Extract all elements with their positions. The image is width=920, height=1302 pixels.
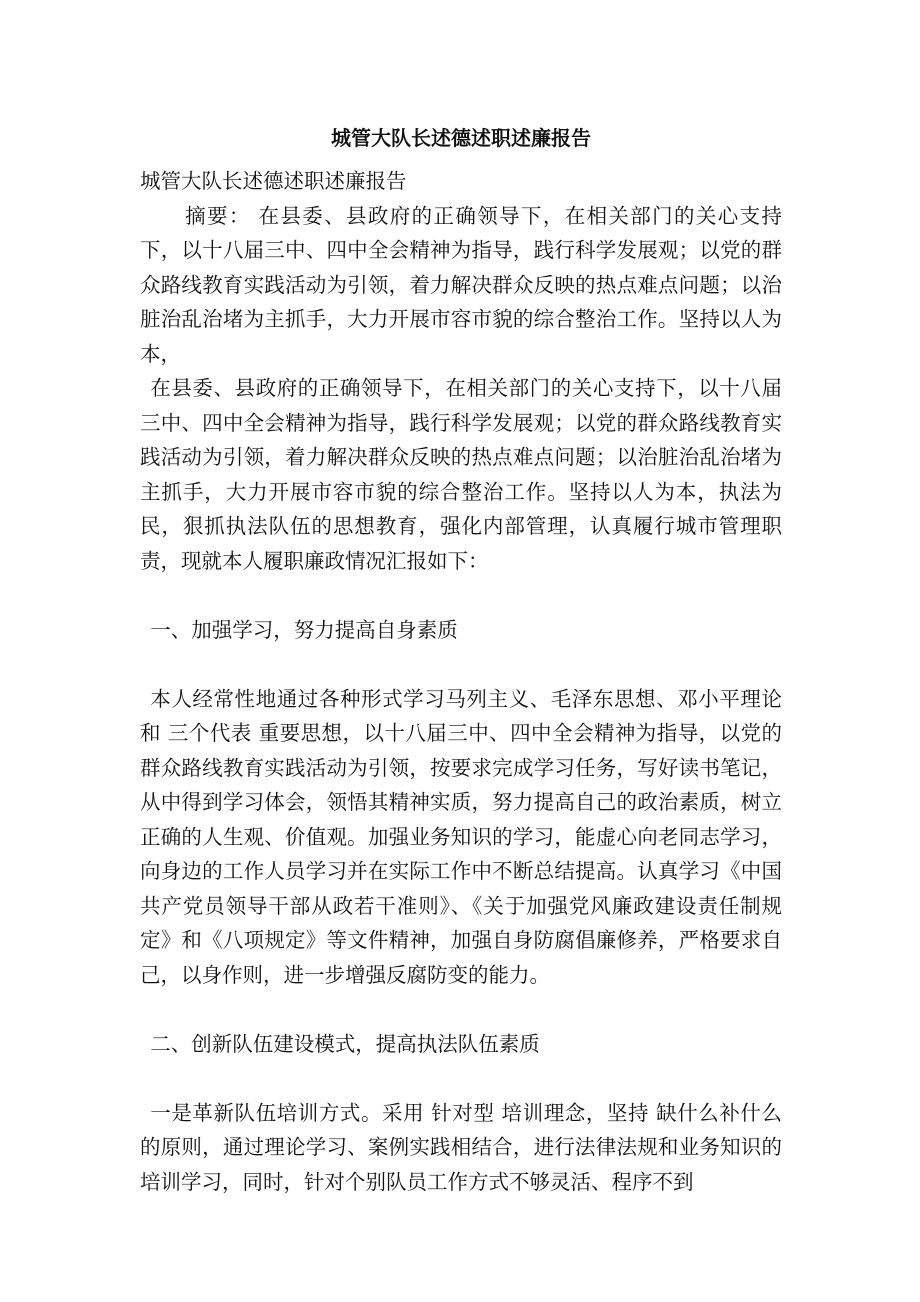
section-2-heading: 二、创新队伍建设模式，提高执法队伍素质 [150,1031,540,1056]
document-body [140,118,782,1199]
paragraph-spacer [140,578,782,613]
intro-paragraph: 在县委、县政府的正确领导下，在相关部门的关心支持下，以十八届三中、四中全会精神为指导，践行科学发展观；以党的群众路线教育实践活动为引领，着力解决群众反映的热点难点问题；以治脏治乱治堵为主抓手，大力开展市容市貌的综合整治工作。坚持以人为本，执法为民，狠抓执法队伍的思想教育，强化内部管理，认真履行城市管理职责，现就本人履职廉政情况汇报如下： [140,376,782,573]
document-subtitle: 城管大队长述德述职述廉报告 [140,169,407,193]
paragraph-spacer [140,1061,782,1096]
document-title: 城管大队长述德述职述廉报告 [331,126,591,150]
paragraph-spacer [140,992,782,1027]
section-1-heading: 一、加强学习，努力提高自身素质 [150,617,458,642]
paragraph-spacer [140,647,782,682]
abstract-paragraph: 摘要： 在县委、县政府的正确领导下，在相关部门的关心支持下，以十八届三中、四中全会精神为指导，践行科学发展观；以党的群众路线教育实践活动为引领，着力解决群众反映的热点难点问题；以治脏治乱治堵为主抓手，大力开展市容市貌的综合整治工作。坚持以人为本， [140,203,782,366]
section-2-paragraph: 一是革新队伍培训方式。采用 针对型 培训理念，坚持 缺什么补什么 的原则，通过理论学习、案例实践相结合，进行法律法规和业务知识的培训学习，同时，针对个别队员工作方式不够灵活、程序不到 [140,1100,782,1194]
section-1-paragraph: 本人经常性地通过各种形式学习马列主义、毛泽东思想、邓小平理论和 三个代表 重要思想，以十八届三中、四中全会精神为指导，以党的群众路线教育实践活动为引领，按要求完成学习任务，写好读书笔记，从中得到学习体会，领悟其精神实质，努力提高自己的政治素质，树立正确的人生观、价值观。加强业务知识的学习，能虚心向老同志学习，向身边的工作人员学习并在实际工作中不断总结提高。认真学习《中国共产党员领导干部从政若干准则》、《关于加强党风廉政建设责任制规定》和《八项规定》等文件精神，加强自身防腐倡廉修养，严格要求自己，以身作则，进一步增强反腐防变的能力。 [140,686,782,987]
